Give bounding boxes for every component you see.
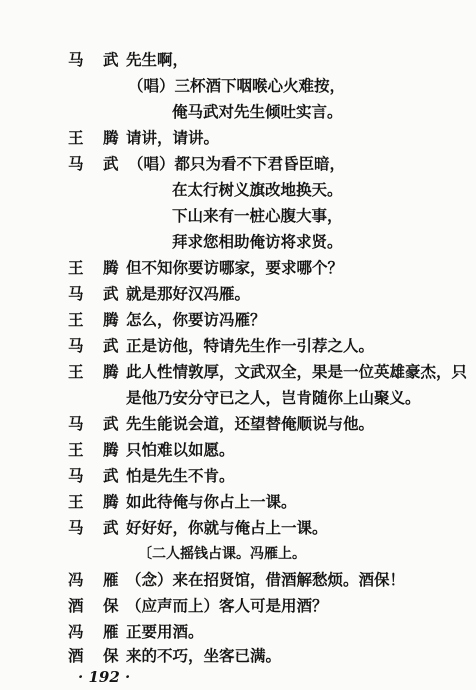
stage-direction: 〔二人摇钱占课。冯雁上。: [138, 546, 306, 562]
speaker-name: 酒 保: [68, 646, 121, 665]
line-text: 先生能说会道，还望替俺顺说与他。: [126, 414, 375, 433]
speaker-name: 马 武: [68, 50, 121, 69]
line-text: 此人性情敦厚，文武双全，果是一位英雄豪杰，只: [126, 362, 468, 381]
line-text: 请讲，请讲。: [126, 128, 220, 147]
line-text: 好好好，你就与俺占上一课。: [126, 518, 328, 537]
line-text: 来的不巧，坐客已满。: [126, 646, 282, 665]
speaker-name: 王 腾: [68, 258, 121, 277]
line-text: （念）来在招贤馆，借酒解愁烦。酒保！: [126, 570, 406, 589]
line-text: 是他乃安分守已之人，岂肯随你上山聚义。: [126, 388, 421, 407]
speaker-name: 王 腾: [68, 440, 121, 459]
speaker-name: 王 腾: [68, 128, 121, 147]
speaker-name: 冯 雁: [68, 622, 121, 641]
line-text: 下山来有一桩心腹大事，: [172, 206, 343, 225]
speaker-name: 冯 雁: [68, 570, 121, 589]
speaker-name: 王 腾: [68, 310, 121, 329]
line-text: 如此待俺与你占上一课。: [126, 492, 297, 511]
line-text: 俺马武对先生倾吐实言。: [172, 102, 343, 121]
line-text: 正是访他，特请先生作一引荐之人。: [126, 336, 375, 355]
line-text: 正要用酒。: [126, 622, 204, 641]
line-text: （应声而上）客人可是用酒？: [126, 596, 328, 615]
line-text: 怕是先生不肯。: [126, 466, 235, 485]
line-text: 怎么，你要访冯雁？: [126, 310, 266, 329]
speaker-name: 酒 保: [68, 596, 121, 615]
line-text: （唱）都只为看不下君昏臣暗，: [128, 154, 346, 173]
speaker-name: 马 武: [68, 284, 121, 303]
speaker-name: 马 武: [68, 518, 121, 537]
line-text: 拜求您相助俺访将求贤。: [172, 232, 343, 251]
speaker-name: 马 武: [68, 336, 121, 355]
line-text: 但不知你要访哪家，要求哪个？: [126, 258, 344, 277]
speaker-name: 马 武: [68, 466, 121, 485]
line-text: 先生啊，: [126, 50, 189, 69]
line-text: 就是那好汉冯雁。: [126, 284, 251, 303]
line-text: （唱）三杯酒下咽喉心火难按，: [128, 76, 346, 95]
speaker-name: 王 腾: [68, 492, 121, 511]
line-text: 在太行树义旗改地换天。: [172, 180, 343, 199]
line-text: 只怕难以如愿。: [126, 440, 235, 459]
speaker-name: 马 武: [68, 154, 121, 173]
speaker-name: 马 武: [68, 414, 121, 433]
speaker-name: 王 腾: [68, 362, 121, 381]
page-number: · 192 ·: [78, 668, 131, 686]
